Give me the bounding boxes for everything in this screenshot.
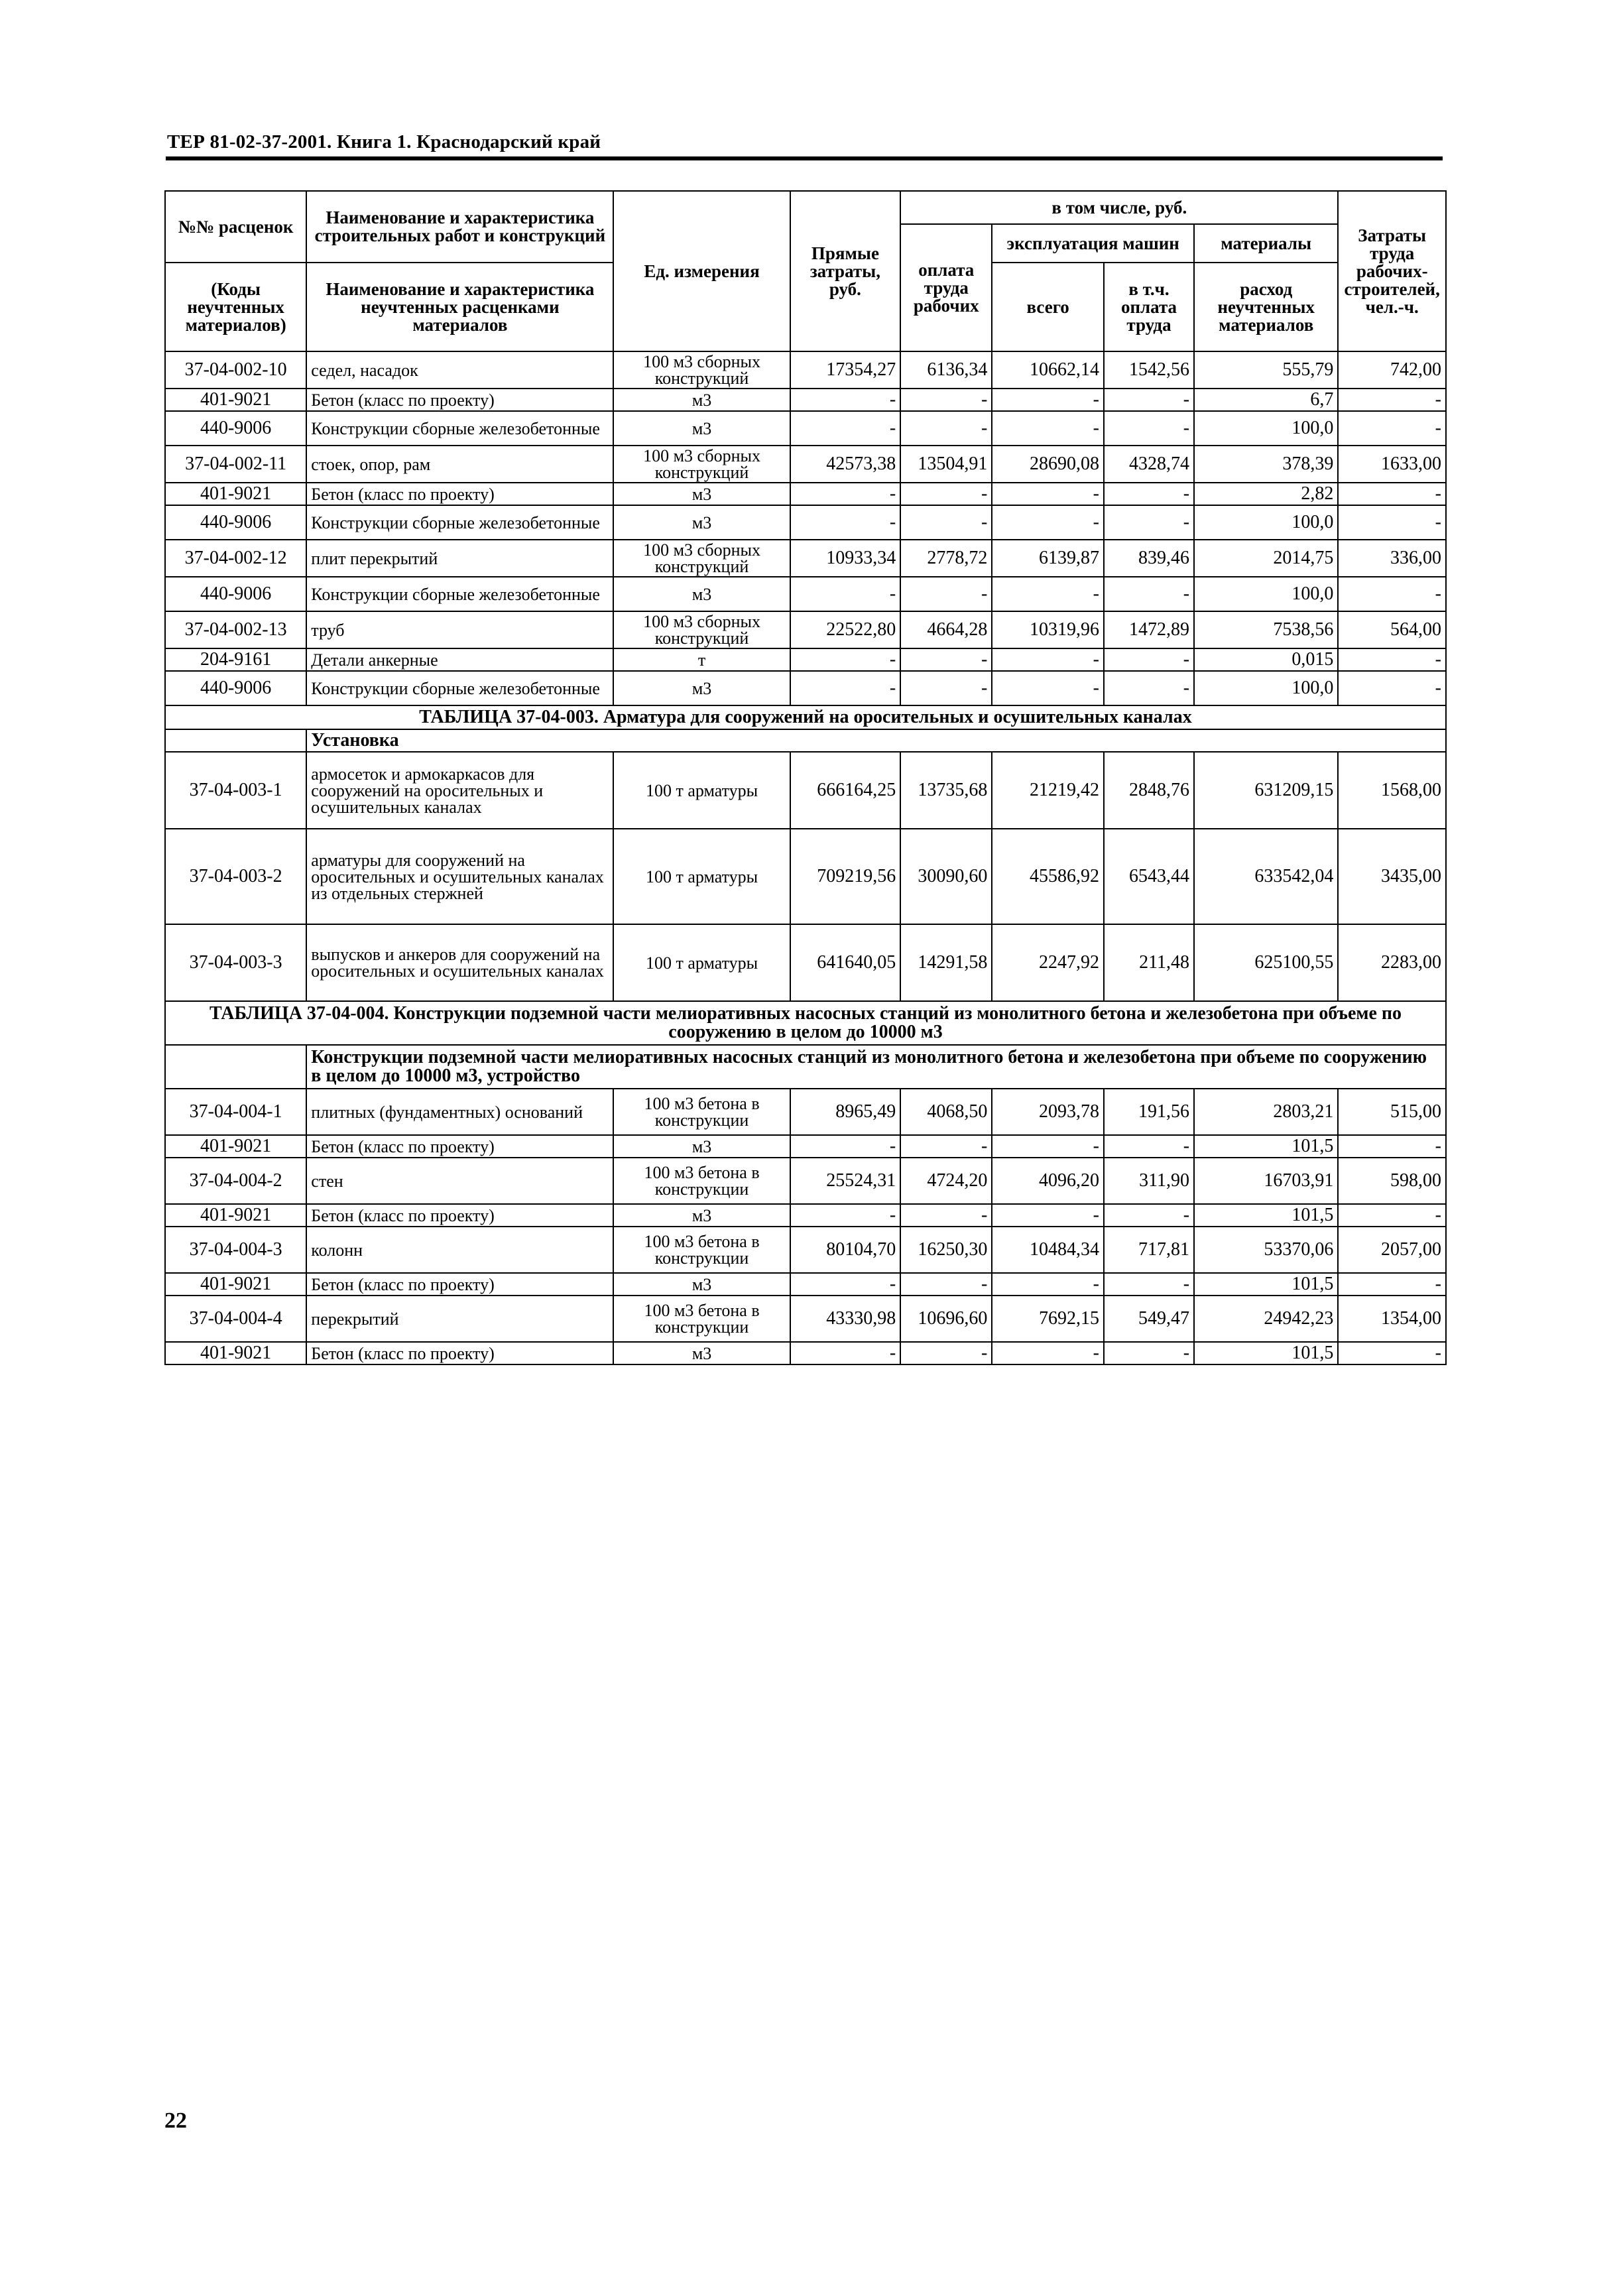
- row-machines-total: -: [992, 505, 1104, 540]
- row-direct: 25524,31: [790, 1158, 901, 1204]
- table-row: [165, 483, 1446, 505]
- row-code: 37-04-004-4: [165, 1296, 306, 1342]
- row-machines-total: 2093,78: [992, 1089, 1104, 1135]
- section-title-row: [165, 1001, 1446, 1045]
- table-row: [165, 540, 1446, 577]
- row-direct: -: [790, 671, 901, 705]
- table-row: [165, 411, 1446, 446]
- row-machines-total: -: [992, 671, 1104, 705]
- row-unit: т: [613, 648, 790, 671]
- row-code: 401-9021: [165, 1204, 306, 1227]
- row-code: 37-04-003-3: [165, 924, 306, 1001]
- row-labor-cost: 2283,00: [1338, 924, 1446, 1001]
- row-labor-cost: -: [1338, 389, 1446, 411]
- row-code: 440-9006: [165, 577, 306, 611]
- row-materials: 378,39: [1194, 446, 1338, 483]
- row-machines-total: 7692,15: [992, 1296, 1104, 1342]
- row-machines-total: -: [992, 411, 1104, 446]
- row-direct: 22522,80: [790, 611, 901, 648]
- row-labor-pay: -: [900, 1135, 992, 1158]
- row-machines-total: 4096,20: [992, 1158, 1104, 1204]
- row-labor-cost: 1633,00: [1338, 446, 1446, 483]
- row-code: 440-9006: [165, 671, 306, 705]
- row-materials: 16703,91: [1194, 1158, 1338, 1204]
- row-materials: 555,79: [1194, 351, 1338, 389]
- row-materials: 101,5: [1194, 1135, 1338, 1158]
- row-materials: 7538,56: [1194, 611, 1338, 648]
- row-labor-pay: 4664,28: [900, 611, 992, 648]
- row-code: 37-04-002-12: [165, 540, 306, 577]
- row-direct: 666164,25: [790, 752, 901, 829]
- row-machines-total: 21219,42: [992, 752, 1104, 829]
- row-labor-pay: -: [900, 1342, 992, 1364]
- row-machines-pay: -: [1104, 483, 1194, 505]
- row-name: колонн: [306, 1227, 613, 1273]
- row-materials: 101,5: [1194, 1204, 1338, 1227]
- row-materials: 24942,23: [1194, 1296, 1338, 1342]
- row-labor-cost: -: [1338, 648, 1446, 671]
- table-row: [165, 1342, 1446, 1364]
- row-machines-total: 2247,92: [992, 924, 1104, 1001]
- row-machines-pay: -: [1104, 671, 1194, 705]
- row-labor-cost: 564,00: [1338, 611, 1446, 648]
- row-unit: м3: [613, 1273, 790, 1296]
- row-materials: 2803,21: [1194, 1089, 1338, 1135]
- table-row: [165, 1135, 1446, 1158]
- row-machines-total: -: [992, 1135, 1104, 1158]
- row-name: стоек, опор, рам: [306, 446, 613, 483]
- row-labor-cost: 598,00: [1338, 1158, 1446, 1204]
- row-labor-cost: -: [1338, 505, 1446, 540]
- row-direct: 10933,34: [790, 540, 901, 577]
- row-labor-pay: -: [900, 1273, 992, 1296]
- table-row: [165, 1089, 1446, 1135]
- row-name: Конструкции сборные железобетонные: [306, 411, 613, 446]
- row-machines-total: -: [992, 389, 1104, 411]
- row-direct: -: [790, 1342, 901, 1364]
- row-machines-pay: -: [1104, 1342, 1194, 1364]
- row-machines-total: 28690,08: [992, 446, 1104, 483]
- row-direct: 43330,98: [790, 1296, 901, 1342]
- row-direct: -: [790, 1135, 901, 1158]
- row-direct: -: [790, 1273, 901, 1296]
- table-row: [165, 1227, 1446, 1273]
- row-name: армосеток и армокаркасов для сооружений на оросительных и осушительных каналах: [306, 752, 613, 829]
- row-direct: -: [790, 411, 901, 446]
- row-labor-cost: 742,00: [1338, 351, 1446, 389]
- section-title: ТАБЛИЦА 37-04-004. Конструкции подземной части мелиоративных насосных станций из монолитного бетона и железобетона при объеме по сооружению в целом до 10000 м3: [165, 1001, 1446, 1045]
- table-row: [165, 924, 1446, 1001]
- col-code-top: №№ расценок: [165, 191, 306, 263]
- row-labor-cost: -: [1338, 1342, 1446, 1364]
- row-direct: 42573,38: [790, 446, 901, 483]
- row-labor-cost: -: [1338, 671, 1446, 705]
- col-labor-cost: Затраты труда рабочих-строителей, чел.-ч.: [1338, 191, 1446, 351]
- row-labor-pay: 4068,50: [900, 1089, 992, 1135]
- row-machines-pay: -: [1104, 1204, 1194, 1227]
- empty-cell: [165, 729, 306, 752]
- row-code: 440-9006: [165, 411, 306, 446]
- col-code-bottom: (Коды неучтенных материалов): [165, 263, 306, 351]
- section-subtitle-row: [165, 1045, 1446, 1089]
- row-name: Конструкции сборные железобетонные: [306, 505, 613, 540]
- row-name: Бетон (класс по проекту): [306, 483, 613, 505]
- row-machines-pay: -: [1104, 389, 1194, 411]
- row-materials: 100,0: [1194, 671, 1338, 705]
- row-machines-pay: 2848,76: [1104, 752, 1194, 829]
- row-materials: 2,82: [1194, 483, 1338, 505]
- row-labor-cost: 1354,00: [1338, 1296, 1446, 1342]
- row-machines-pay: 717,81: [1104, 1227, 1194, 1273]
- row-labor-cost: 3435,00: [1338, 829, 1446, 924]
- row-name: Бетон (класс по проекту): [306, 1135, 613, 1158]
- row-machines-pay: -: [1104, 1273, 1194, 1296]
- row-name: Бетон (класс по проекту): [306, 1204, 613, 1227]
- table-row: [165, 446, 1446, 483]
- row-direct: -: [790, 389, 901, 411]
- row-direct: 17354,27: [790, 351, 901, 389]
- row-machines-pay: 4328,74: [1104, 446, 1194, 483]
- table-row: [165, 829, 1446, 924]
- row-code: 37-04-003-2: [165, 829, 306, 924]
- row-labor-pay: 16250,30: [900, 1227, 992, 1273]
- row-name: стен: [306, 1158, 613, 1204]
- row-materials: 101,5: [1194, 1273, 1338, 1296]
- row-unit: 100 м3 сборных конструкций: [613, 351, 790, 389]
- row-machines-total: -: [992, 483, 1104, 505]
- row-materials: 6,7: [1194, 389, 1338, 411]
- row-unit: 100 м3 сборных конструкций: [613, 540, 790, 577]
- section-subtitle: Установка: [306, 729, 1446, 752]
- row-code: 401-9021: [165, 1342, 306, 1364]
- row-machines-total: 10319,96: [992, 611, 1104, 648]
- row-name: Конструкции сборные железобетонные: [306, 577, 613, 611]
- row-code: 401-9021: [165, 389, 306, 411]
- row-unit: 100 м3 бетона в конструкции: [613, 1158, 790, 1204]
- page-number: 22: [164, 2108, 187, 2133]
- row-code: 37-04-002-10: [165, 351, 306, 389]
- row-labor-cost: 336,00: [1338, 540, 1446, 577]
- row-direct: 709219,56: [790, 829, 901, 924]
- row-machines-pay: 1472,89: [1104, 611, 1194, 648]
- row-machines-pay: 211,48: [1104, 924, 1194, 1001]
- row-labor-cost: -: [1338, 483, 1446, 505]
- row-machines-total: -: [992, 1204, 1104, 1227]
- row-unit: 100 т арматуры: [613, 924, 790, 1001]
- rates-table: [164, 190, 1447, 1365]
- col-incl: в том числе, руб.: [900, 191, 1338, 224]
- row-name: плит перекрытий: [306, 540, 613, 577]
- row-name: арматуры для сооружений на оросительных и осушительных каналах из отдельных стержней: [306, 829, 613, 924]
- row-code: 37-04-002-11: [165, 446, 306, 483]
- row-labor-cost: -: [1338, 577, 1446, 611]
- row-code: 401-9021: [165, 1135, 306, 1158]
- row-machines-pay: -: [1104, 648, 1194, 671]
- row-code: 440-9006: [165, 505, 306, 540]
- table-row: [165, 505, 1446, 540]
- row-labor-pay: -: [900, 1204, 992, 1227]
- table-row: [165, 1158, 1446, 1204]
- row-machines-total: -: [992, 577, 1104, 611]
- section-subtitle-row: [165, 729, 1446, 752]
- row-labor-cost: 515,00: [1338, 1089, 1446, 1135]
- row-unit: м3: [613, 1204, 790, 1227]
- row-materials: 625100,55: [1194, 924, 1338, 1001]
- row-materials: 53370,06: [1194, 1227, 1338, 1273]
- row-unit: м3: [613, 483, 790, 505]
- row-direct: 80104,70: [790, 1227, 901, 1273]
- row-labor-cost: 2057,00: [1338, 1227, 1446, 1273]
- row-name: перекрытий: [306, 1296, 613, 1342]
- row-unit: 100 м3 сборных конструкций: [613, 611, 790, 648]
- row-labor-pay: 2778,72: [900, 540, 992, 577]
- row-machines-pay: -: [1104, 577, 1194, 611]
- row-machines-pay: 311,90: [1104, 1158, 1194, 1204]
- col-materials: материалы: [1194, 224, 1338, 263]
- row-materials: 2014,75: [1194, 540, 1338, 577]
- row-direct: -: [790, 577, 901, 611]
- table-row: [165, 1204, 1446, 1227]
- row-name: Конструкции сборные железобетонные: [306, 671, 613, 705]
- row-machines-pay: 549,47: [1104, 1296, 1194, 1342]
- header-row-1: [165, 191, 1446, 224]
- row-labor-pay: 30090,60: [900, 829, 992, 924]
- row-labor-pay: -: [900, 648, 992, 671]
- row-unit: м3: [613, 389, 790, 411]
- row-labor-pay: 14291,58: [900, 924, 992, 1001]
- table-row: [165, 351, 1446, 389]
- row-code: 37-04-004-3: [165, 1227, 306, 1273]
- row-machines-total: -: [992, 1273, 1104, 1296]
- row-code: 401-9021: [165, 483, 306, 505]
- row-machines-total: 10484,34: [992, 1227, 1104, 1273]
- row-machines-total: -: [992, 1342, 1104, 1364]
- row-unit: м3: [613, 671, 790, 705]
- row-labor-cost: -: [1338, 411, 1446, 446]
- col-machines: эксплуатация машин: [992, 224, 1194, 263]
- row-direct: -: [790, 648, 901, 671]
- col-machines-incl: в т.ч. оплата труда: [1104, 263, 1194, 351]
- section-title-row: [165, 705, 1446, 729]
- col-machines-total: всего: [992, 263, 1104, 351]
- col-unit: Ед. измерения: [613, 191, 790, 351]
- row-machines-total: 6139,87: [992, 540, 1104, 577]
- row-machines-total: 10662,14: [992, 351, 1104, 389]
- row-labor-pay: 6136,34: [900, 351, 992, 389]
- row-unit: 100 м3 бетона в конструкции: [613, 1296, 790, 1342]
- row-name: Бетон (класс по проекту): [306, 389, 613, 411]
- row-machines-pay: -: [1104, 411, 1194, 446]
- row-name: выпусков и анкеров для сооружений на оросительных и осушительных каналах: [306, 924, 613, 1001]
- col-labor-pay: оплата труда рабочих: [900, 224, 992, 351]
- row-labor-pay: 4724,20: [900, 1158, 992, 1204]
- row-code: 37-04-004-2: [165, 1158, 306, 1204]
- document-header: ТЕР 81-02-37-2001. Книга 1. Краснодарский край: [167, 131, 601, 152]
- header-rule: [166, 156, 1443, 160]
- row-machines-pay: -: [1104, 505, 1194, 540]
- table-row: [165, 577, 1446, 611]
- row-unit: м3: [613, 1135, 790, 1158]
- row-materials: 100,0: [1194, 505, 1338, 540]
- row-machines-pay: -: [1104, 1135, 1194, 1158]
- row-name: плитных (фундаментных) оснований: [306, 1089, 613, 1135]
- empty-cell: [165, 1045, 306, 1089]
- row-unit: 100 т арматуры: [613, 829, 790, 924]
- table-row: [165, 752, 1446, 829]
- row-labor-cost: 1568,00: [1338, 752, 1446, 829]
- row-name: Детали анкерные: [306, 648, 613, 671]
- col-materials-unacc: расход неучтенных материалов: [1194, 263, 1338, 351]
- row-direct: 641640,05: [790, 924, 901, 1001]
- row-code: 37-04-003-1: [165, 752, 306, 829]
- row-unit: м3: [613, 505, 790, 540]
- row-labor-cost: -: [1338, 1135, 1446, 1158]
- row-unit: 100 т арматуры: [613, 752, 790, 829]
- row-unit: 100 м3 сборных конструкций: [613, 446, 790, 483]
- row-direct: -: [790, 483, 901, 505]
- row-name: труб: [306, 611, 613, 648]
- row-labor-pay: 10696,60: [900, 1296, 992, 1342]
- row-machines-pay: 1542,56: [1104, 351, 1194, 389]
- row-direct: 8965,49: [790, 1089, 901, 1135]
- row-materials: 633542,04: [1194, 829, 1338, 924]
- table-row: [165, 611, 1446, 648]
- row-labor-pay: -: [900, 411, 992, 446]
- row-labor-pay: -: [900, 505, 992, 540]
- row-unit: м3: [613, 411, 790, 446]
- row-labor-pay: 13735,68: [900, 752, 992, 829]
- row-machines-total: 45586,92: [992, 829, 1104, 924]
- col-direct: Прямые затраты, руб.: [790, 191, 901, 351]
- row-unit: м3: [613, 577, 790, 611]
- row-direct: -: [790, 505, 901, 540]
- row-code: 37-04-004-1: [165, 1089, 306, 1135]
- row-labor-pay: -: [900, 577, 992, 611]
- section-title: ТАБЛИЦА 37-04-003. Арматура для сооружений на оросительных и осушительных каналах: [165, 705, 1446, 729]
- col-name-bottom: Наименование и характеристика неучтенных расценками материалов: [306, 263, 613, 351]
- row-labor-pay: 13504,91: [900, 446, 992, 483]
- row-direct: -: [790, 1204, 901, 1227]
- row-machines-pay: 6543,44: [1104, 829, 1194, 924]
- table-row: [165, 1273, 1446, 1296]
- row-name: седел, насадок: [306, 351, 613, 389]
- row-name: Бетон (класс по проекту): [306, 1342, 613, 1364]
- row-materials: 0,015: [1194, 648, 1338, 671]
- row-materials: 100,0: [1194, 577, 1338, 611]
- row-machines-total: -: [992, 648, 1104, 671]
- table-row: [165, 1296, 1446, 1342]
- row-code: 401-9021: [165, 1273, 306, 1296]
- row-unit: м3: [613, 1342, 790, 1364]
- row-unit: 100 м3 бетона в конструкции: [613, 1089, 790, 1135]
- row-unit: 100 м3 бетона в конструкции: [613, 1227, 790, 1273]
- row-materials: 631209,15: [1194, 752, 1338, 829]
- row-labor-pay: -: [900, 671, 992, 705]
- row-code: 204-9161: [165, 648, 306, 671]
- row-code: 37-04-002-13: [165, 611, 306, 648]
- col-name-top: Наименование и характеристика строительных работ и конструкций: [306, 191, 613, 263]
- row-labor-pay: -: [900, 483, 992, 505]
- row-machines-pay: 191,56: [1104, 1089, 1194, 1135]
- table-row: [165, 648, 1446, 671]
- section-subtitle: Конструкции подземной части мелиоративных насосных станций из монолитного бетона и железобетона при объеме по сооружению в целом до 10000 м3, устройство: [306, 1045, 1446, 1089]
- table-row: [165, 671, 1446, 705]
- row-labor-cost: -: [1338, 1273, 1446, 1296]
- row-labor-pay: -: [900, 389, 992, 411]
- row-labor-cost: -: [1338, 1204, 1446, 1227]
- table-row: [165, 389, 1446, 411]
- row-materials: 101,5: [1194, 1342, 1338, 1364]
- row-machines-pay: 839,46: [1104, 540, 1194, 577]
- row-name: Бетон (класс по проекту): [306, 1273, 613, 1296]
- row-materials: 100,0: [1194, 411, 1338, 446]
